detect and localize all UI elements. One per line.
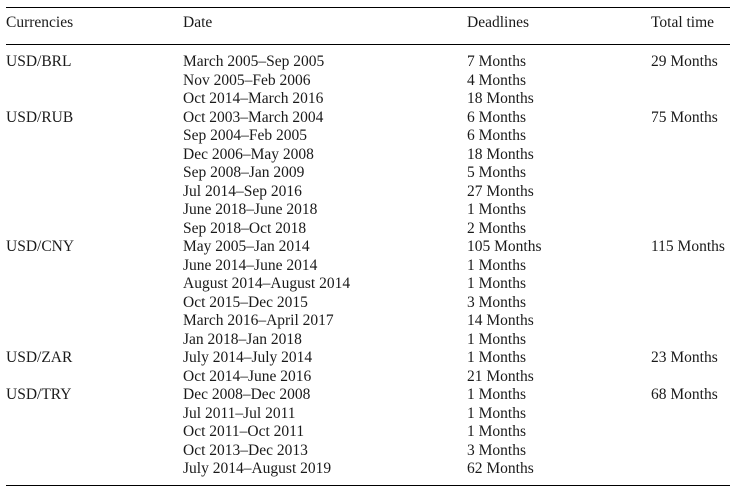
date-cell: Sep 2004–Feb 2005 (183, 127, 307, 144)
date-cell: Oct 2014–March 2016 (183, 90, 324, 107)
total-time-cell (651, 72, 730, 91)
table-body (6, 45, 730, 479)
deadline-cell: 18 Months (467, 90, 534, 107)
deadline-cell: 5 Months (467, 164, 526, 181)
total-time-cell (651, 201, 730, 220)
table-row (6, 294, 730, 313)
date-cell: June 2018–June 2018 (183, 201, 318, 218)
total-time-cell: 115 Months (651, 238, 725, 255)
table-row (6, 201, 730, 220)
currency-cell (6, 405, 183, 424)
table-row (6, 349, 730, 368)
currency-cell (6, 331, 183, 350)
date-cell: May 2005–Jan 2014 (183, 238, 310, 255)
deadline-cell: 1 Months (467, 330, 526, 348)
deadline-cell: 3 Months (467, 293, 526, 311)
date-cell: Jul 2011–Jul 2011 (183, 404, 296, 422)
currency-cell (6, 257, 183, 276)
total-time-cell (651, 90, 730, 109)
total-time-cell (651, 257, 730, 276)
table-row (6, 368, 730, 387)
header-deadlines: Deadlines (467, 14, 529, 31)
total-time-cell (651, 183, 730, 202)
deadline-cell: 62 Months (467, 460, 534, 477)
currency-cell (6, 442, 183, 461)
currency-cell (6, 72, 183, 91)
currency-cell (6, 294, 183, 313)
deadline-cell: 1 Months (467, 386, 526, 403)
total-time-cell: 68 Months (651, 386, 718, 403)
deadline-cell: 1 Months (467, 423, 526, 440)
total-time-cell (651, 368, 730, 387)
date-cell: Jan 2018–Jan 2018 (183, 330, 302, 348)
bottom-rule (6, 485, 730, 486)
table-row (6, 72, 730, 91)
header-total-time: Total time (651, 14, 715, 31)
currency-cell (6, 183, 183, 202)
deadline-cell: 1 Months (467, 349, 526, 366)
table-row (6, 257, 730, 276)
table-row (6, 386, 730, 405)
total-time-cell (651, 127, 730, 146)
table-row (6, 423, 730, 442)
date-cell: Jul 2014–Sep 2016 (183, 182, 302, 200)
date-cell: Nov 2005–Feb 2006 (183, 71, 311, 89)
currency-cell (6, 164, 183, 183)
currency-cell (6, 460, 183, 479)
total-time-cell: 75 Months (651, 108, 718, 126)
deadline-cell: 14 Months (467, 312, 534, 329)
table-row (6, 442, 730, 461)
total-time-cell: 29 Months (651, 53, 718, 70)
deadline-cell: 4 Months (467, 71, 526, 89)
deadline-cell: 6 Months (467, 127, 526, 144)
deadline-cell: 2 Months (467, 219, 526, 237)
table-row (6, 238, 730, 257)
date-cell: August 2014–August 2014 (183, 275, 351, 292)
date-cell: March 2016–April 2017 (183, 312, 334, 329)
table-header (6, 0, 730, 45)
date-cell: March 2005–Sep 2005 (183, 53, 325, 70)
table-row (6, 90, 730, 109)
total-time-cell (651, 423, 730, 442)
table-row (6, 45, 730, 72)
total-time-cell (651, 442, 730, 461)
deadline-cell: 6 Months (467, 108, 526, 126)
header-currencies: Currencies (6, 14, 74, 31)
currency-cell: USD/BRL (6, 53, 72, 70)
table-row (6, 164, 730, 183)
currency-cell: USD/ZAR (6, 349, 73, 366)
deadline-cell: 1 Months (467, 404, 526, 422)
date-cell: June 2014–June 2014 (183, 256, 318, 274)
currency-cell (6, 90, 183, 109)
currency-cell: USD/RUB (6, 108, 74, 126)
total-time-cell (651, 294, 730, 313)
date-cell: Sep 2008–Jan 2009 (183, 164, 305, 181)
date-cell: July 2014–July 2014 (183, 349, 313, 366)
deadline-cell: 1 Months (467, 201, 526, 218)
date-cell: Oct 2011–Oct 2011 (183, 423, 305, 440)
currency-cell (6, 368, 183, 387)
currency-cell (6, 220, 183, 239)
deadline-cell: 7 Months (467, 53, 526, 70)
currency-cell (6, 146, 183, 165)
table-row (6, 183, 730, 202)
total-time-cell (651, 164, 730, 183)
table-row (6, 220, 730, 239)
table-row (6, 146, 730, 165)
table-row (6, 312, 730, 331)
table-row (6, 405, 730, 424)
date-cell: July 2014–August 2019 (183, 460, 332, 477)
table-row (6, 127, 730, 146)
date-cell: Oct 2003–March 2004 (183, 108, 324, 126)
currency-deadlines-table (6, 0, 730, 479)
date-cell: Oct 2014–June 2016 (183, 367, 312, 385)
table-row (6, 109, 730, 128)
total-time-cell (651, 460, 730, 479)
table-row (6, 331, 730, 350)
deadline-cell: 1 Months (467, 256, 526, 274)
deadline-cell: 18 Months (467, 145, 534, 163)
header-date: Date (183, 14, 213, 31)
header-row (6, 0, 730, 45)
total-time-cell (651, 146, 730, 165)
date-cell: Dec 2008–Dec 2008 (183, 386, 311, 403)
deadline-cell: 27 Months (467, 182, 534, 200)
total-time-cell (651, 331, 730, 350)
total-time-cell (651, 275, 730, 294)
currency-cell: USD/TRY (6, 386, 72, 403)
table-row (6, 275, 730, 294)
deadline-cell: 3 Months (467, 441, 526, 459)
currency-cell (6, 201, 183, 220)
date-cell: Dec 2006–May 2008 (183, 145, 314, 163)
total-time-cell (651, 220, 730, 239)
deadline-cell: 105 Months (467, 238, 542, 255)
total-time-cell (651, 312, 730, 331)
date-cell: Oct 2013–Dec 2013 (183, 441, 308, 459)
total-time-cell: 23 Months (651, 349, 718, 366)
total-time-cell (651, 405, 730, 424)
currency-cell (6, 275, 183, 294)
currency-cell (6, 127, 183, 146)
date-cell: Sep 2018–Oct 2018 (183, 219, 307, 237)
currency-cell (6, 312, 183, 331)
table-row (6, 460, 730, 479)
deadline-cell: 21 Months (467, 367, 534, 385)
deadline-cell: 1 Months (467, 275, 526, 292)
currency-cell: USD/CNY (6, 238, 75, 255)
date-cell: Oct 2015–Dec 2015 (183, 293, 308, 311)
currency-cell (6, 423, 183, 442)
